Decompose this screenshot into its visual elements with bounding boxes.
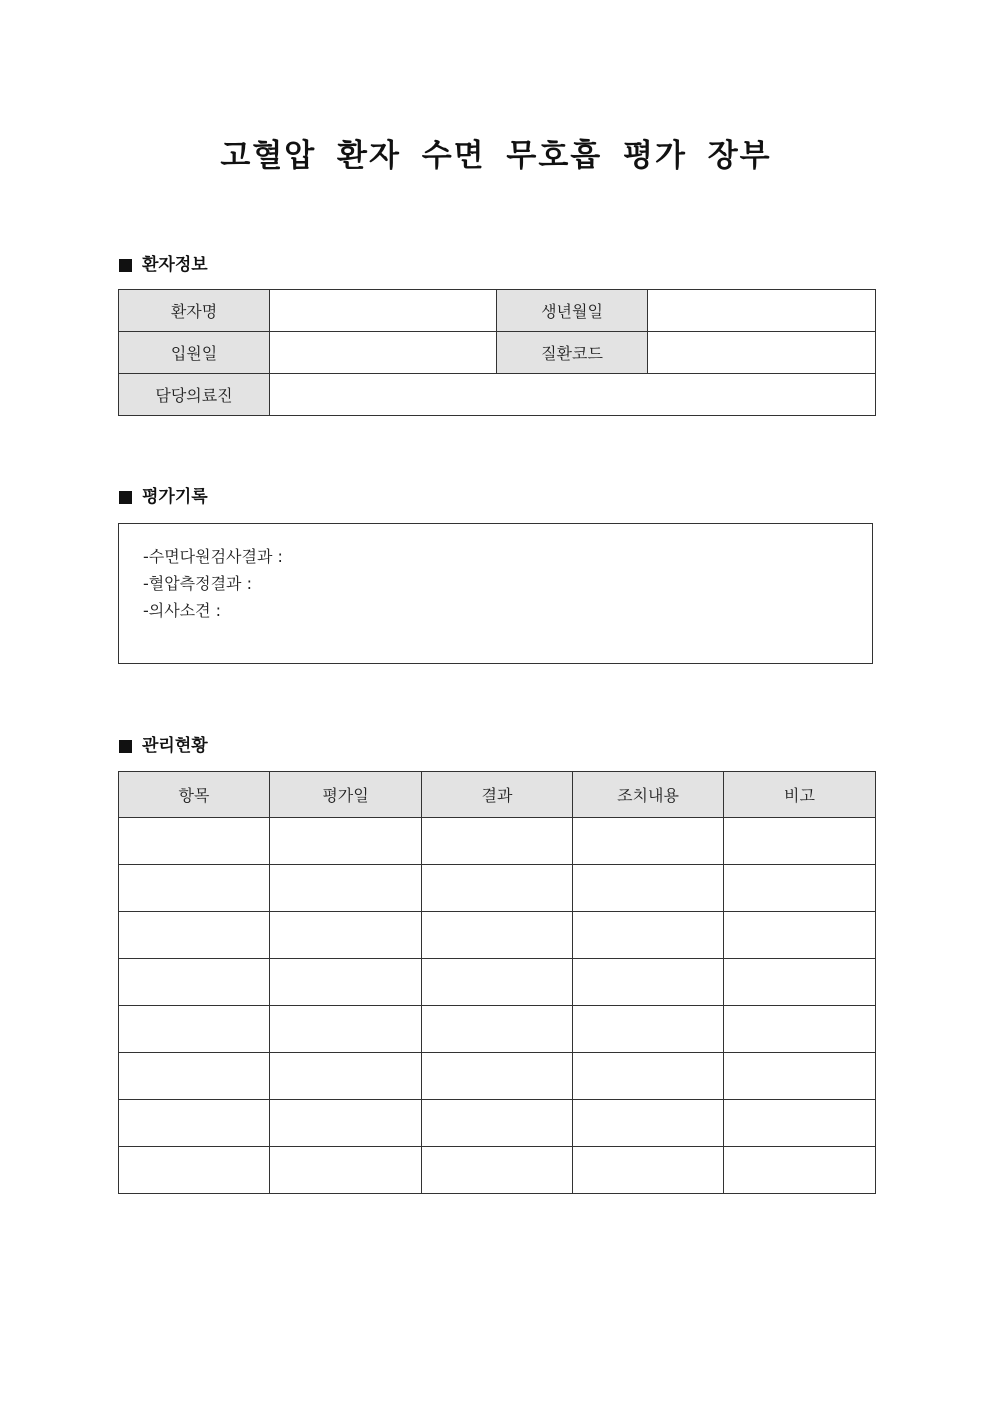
medical-staff-field[interactable] bbox=[270, 374, 876, 416]
table-row bbox=[119, 1100, 876, 1147]
table-row bbox=[119, 374, 876, 416]
column-header-eval-date: 평가일 bbox=[270, 772, 422, 818]
remarks-cell[interactable] bbox=[724, 1006, 876, 1053]
result-cell[interactable] bbox=[422, 865, 573, 912]
birthdate-label: 생년월일 bbox=[497, 290, 648, 332]
eval-date-cell[interactable] bbox=[270, 818, 422, 865]
patient-info-heading-text: 환자정보 bbox=[142, 255, 208, 275]
action-cell[interactable] bbox=[573, 959, 724, 1006]
item-cell[interactable] bbox=[119, 1147, 270, 1194]
table-row bbox=[119, 332, 876, 374]
birthdate-field[interactable] bbox=[648, 290, 876, 332]
admission-date-label: 입원일 bbox=[119, 332, 270, 374]
item-cell[interactable] bbox=[119, 818, 270, 865]
column-header-remarks: 비고 bbox=[724, 772, 876, 818]
column-header-item: 항목 bbox=[119, 772, 270, 818]
management-table bbox=[118, 771, 876, 1194]
medical-staff-label: 담당의료진 bbox=[119, 374, 270, 416]
table-row bbox=[119, 865, 876, 912]
column-header-result: 결과 bbox=[422, 772, 573, 818]
doctor-opinion-line: -의사소견 : bbox=[143, 601, 222, 620]
column-header-action: 조치내용 bbox=[573, 772, 724, 818]
item-cell[interactable] bbox=[119, 912, 270, 959]
patient-info-heading bbox=[119, 254, 208, 276]
action-cell[interactable] bbox=[573, 1100, 724, 1147]
admission-date-field[interactable] bbox=[270, 332, 497, 374]
disease-code-field[interactable] bbox=[648, 332, 876, 374]
sleep-test-result-line: -수면다원검사결과 : bbox=[143, 547, 283, 566]
evaluation-record-box[interactable] bbox=[118, 523, 873, 664]
square-bullet-icon bbox=[119, 259, 132, 272]
eval-date-cell[interactable] bbox=[270, 912, 422, 959]
item-cell[interactable] bbox=[119, 1053, 270, 1100]
action-cell[interactable] bbox=[573, 1053, 724, 1100]
table-row bbox=[119, 1053, 876, 1100]
table-row bbox=[119, 290, 876, 332]
patient-name-field[interactable] bbox=[270, 290, 497, 332]
remarks-cell[interactable] bbox=[724, 818, 876, 865]
result-cell[interactable] bbox=[422, 1147, 573, 1194]
table-header-row bbox=[119, 772, 876, 818]
page-title: 고혈압 환자 수면 무호흡 평가 장부 bbox=[220, 138, 772, 174]
patient-info-table bbox=[118, 289, 876, 416]
table-row bbox=[119, 912, 876, 959]
eval-date-cell[interactable] bbox=[270, 959, 422, 1006]
action-cell[interactable] bbox=[573, 1006, 724, 1053]
eval-date-cell[interactable] bbox=[270, 1053, 422, 1100]
evaluation-heading bbox=[119, 486, 208, 508]
square-bullet-icon bbox=[119, 491, 132, 504]
eval-date-cell[interactable] bbox=[270, 865, 422, 912]
table-row bbox=[119, 818, 876, 865]
eval-date-cell[interactable] bbox=[270, 1147, 422, 1194]
result-cell[interactable] bbox=[422, 1100, 573, 1147]
remarks-cell[interactable] bbox=[724, 1147, 876, 1194]
item-cell[interactable] bbox=[119, 1006, 270, 1053]
remarks-cell[interactable] bbox=[724, 959, 876, 1006]
evaluation-heading-text: 평가기록 bbox=[142, 487, 208, 507]
action-cell[interactable] bbox=[573, 818, 724, 865]
eval-date-cell[interactable] bbox=[270, 1006, 422, 1053]
patient-name-label: 환자명 bbox=[119, 290, 270, 332]
eval-date-cell[interactable] bbox=[270, 1100, 422, 1147]
item-cell[interactable] bbox=[119, 1100, 270, 1147]
item-cell[interactable] bbox=[119, 865, 270, 912]
management-heading-text: 관리현황 bbox=[142, 736, 208, 756]
blood-pressure-result-line: -혈압측정결과 : bbox=[143, 574, 252, 593]
action-cell[interactable] bbox=[573, 912, 724, 959]
action-cell[interactable] bbox=[573, 1147, 724, 1194]
result-cell[interactable] bbox=[422, 959, 573, 1006]
result-cell[interactable] bbox=[422, 1053, 573, 1100]
square-bullet-icon bbox=[119, 740, 132, 753]
disease-code-label: 질환코드 bbox=[497, 332, 648, 374]
table-row bbox=[119, 959, 876, 1006]
action-cell[interactable] bbox=[573, 865, 724, 912]
result-cell[interactable] bbox=[422, 1006, 573, 1053]
result-cell[interactable] bbox=[422, 912, 573, 959]
result-cell[interactable] bbox=[422, 818, 573, 865]
table-row bbox=[119, 1006, 876, 1053]
table-row bbox=[119, 1147, 876, 1194]
remarks-cell[interactable] bbox=[724, 865, 876, 912]
remarks-cell[interactable] bbox=[724, 1100, 876, 1147]
item-cell[interactable] bbox=[119, 959, 270, 1006]
management-heading bbox=[119, 735, 208, 757]
remarks-cell[interactable] bbox=[724, 1053, 876, 1100]
management-table-body bbox=[119, 818, 876, 1194]
remarks-cell[interactable] bbox=[724, 912, 876, 959]
